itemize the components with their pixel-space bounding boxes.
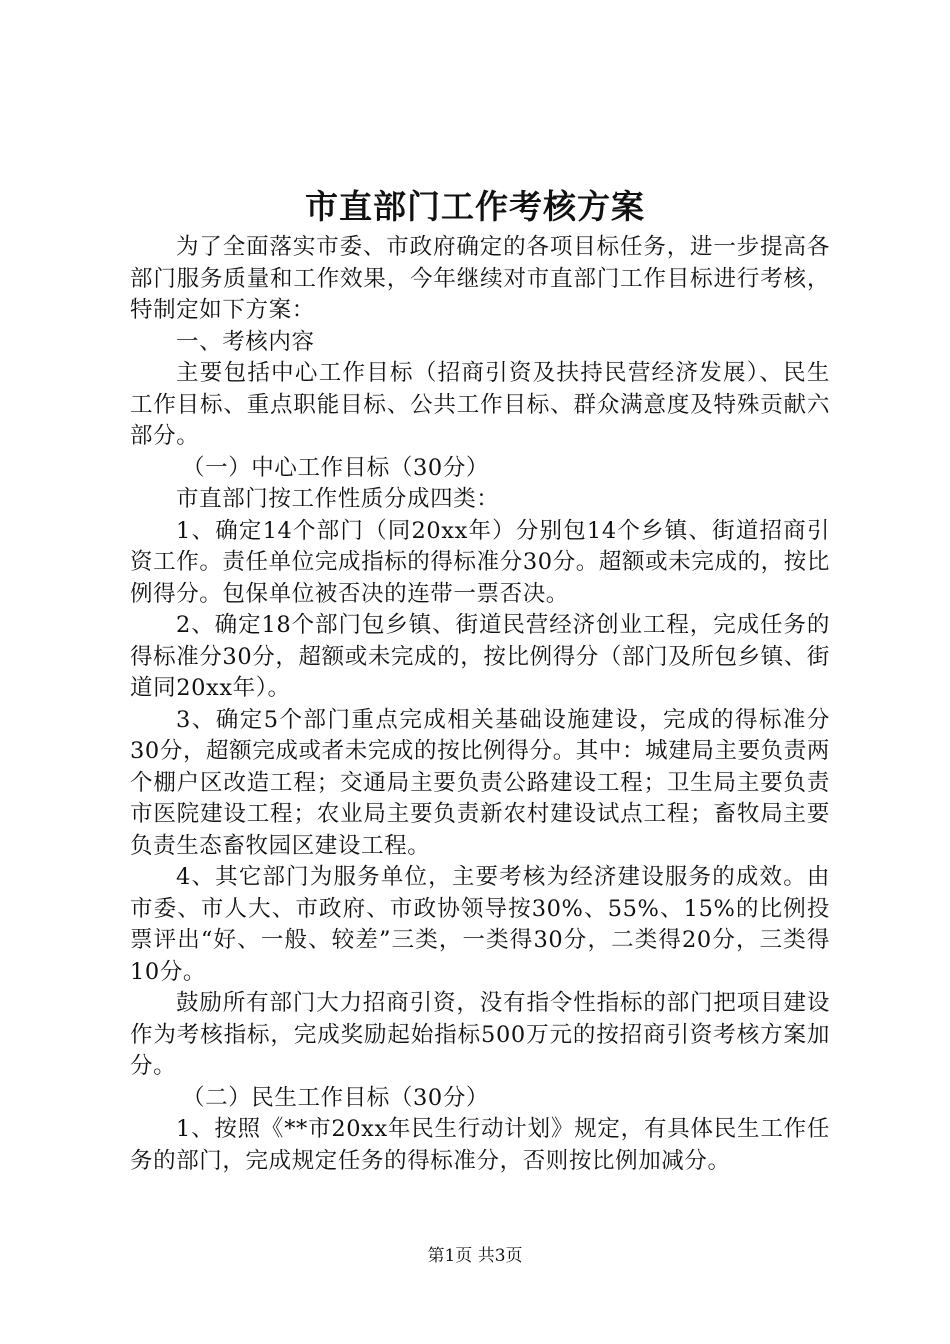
subsection-heading-livelihood: （二）民生工作目标（30分）	[182, 1084, 490, 1111]
section-heading-content: 一、考核内容	[176, 328, 315, 355]
item-1-paragraph: 1、确定14个部门（同20xx年）分别包14个乡镇、街道招商引资工作。责任单位完成指标的得标准分30分。超额或未完成的，按比例得分。包保单位被否决的连带一票否决。	[130, 517, 830, 607]
document-body	[130, 232, 830, 1177]
intro-paragraph: 为了全面落实市委、市政府确定的各项目标任务，进一步提高各部门服务质量和工作效果，今年继续对市直部门工作目标进行考核，特制定如下方案：	[130, 234, 830, 323]
subsection-heading-central: （一）中心工作目标（30分）	[182, 454, 490, 481]
item-3-paragraph: 3、确定5个部门重点完成相关基础设施建设，完成的得标准分30分，超额完成或者未完成的按比例得分。其中：城建局主要负责两个棚户区改造工程；交通局主要负责公路建设工程；卫生局主要负责市医院建设工程；农业局主要负责新农村建设试点工程；畜牧局主要负责生态畜牧园区建设工程。	[130, 706, 830, 859]
document-title: 市直部门工作考核方案	[305, 187, 645, 226]
item-2-paragraph: 2、确定18个部门包乡镇、街道民营经济创业工程，完成任务的得标准分30分，超额或未完成的，按比例得分（部门及所包乡镇、街道同20xx年）。	[130, 612, 830, 701]
item-4-paragraph: 4、其它部门为服务单位，主要考核为经济建设服务的成效。由市委、市人大、市政府、市政协领导按30%、55%、15%的比例投票评出“好、一般、较差”三类，一类得30分，二类得20分，三类得10分。	[130, 864, 830, 985]
content-paragraph: 主要包括中心工作目标（招商引资及扶持民营经济发展）、民生工作目标、重点职能目标、公共工作目标、群众满意度及特殊贡献六部分。	[130, 360, 830, 449]
page-number-footer: 第1页 共3页	[427, 1246, 523, 1266]
livelihood-item-1-paragraph: 1、按照《**市20xx年民生行动计划》规定，有具体民生工作任务的部门，完成规定任务的得标准分，否则按比例加减分。	[130, 1116, 830, 1174]
category-intro-paragraph: 市直部门按工作性质分成四类：	[176, 486, 500, 512]
encouragement-paragraph: 鼓励所有部门大力招商引资，没有指令性指标的部门把项目建设作为考核指标，完成奖励起始指标500万元的按招商引资考核方案加分。	[130, 990, 830, 1079]
